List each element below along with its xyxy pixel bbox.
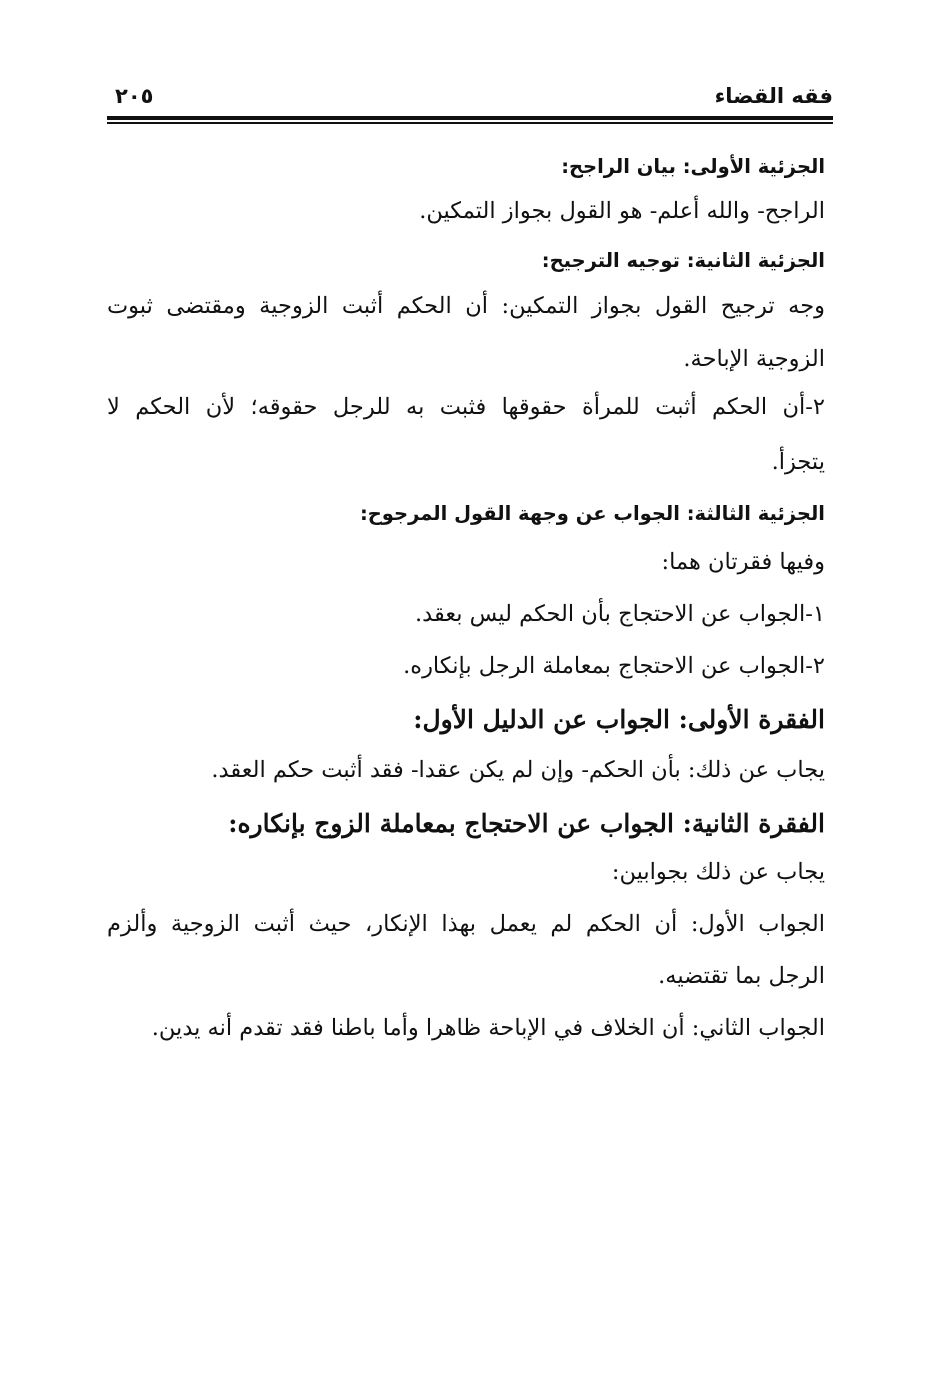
paragraph-8: الجواب الثاني: أن الخلاف في الإباحة ظاهرا وأما باطنا فقد تقدم أنه يدين. (151, 1015, 825, 1041)
paragraph-7-line-2: الرجل بما تقتضيه. (658, 963, 825, 989)
paragraph-4: وفيها فقرتان هما: (661, 549, 825, 575)
list-item-1: ١-الجواب عن الاحتجاج بأن الحكم ليس بعقد. (415, 601, 825, 627)
paragraph-2-line-1: وجه ترجيح القول بجواز التمكين: أن الحكم أثبت الزوجية ومقتضى ثبوت (107, 293, 825, 319)
section-heading-1: الجزئية الأولى: بيان الراجح: (561, 155, 825, 178)
running-header (107, 82, 833, 114)
paragraph-3-line-2: يتجزأ. (771, 449, 825, 475)
book-title: فقه القضاء (714, 84, 833, 108)
section-heading-3: الجزئية الثالثة: الجواب عن وجهة القول المرجوح: (359, 502, 825, 525)
paragraph-5: يجاب عن ذلك: بأن الحكم- وإن لم يكن عقدا- فقد أثبت حكم العقد. (211, 757, 825, 783)
paragraph-3-line-1: ٢-أن الحكم أثبت للمرأة حقوقها فثبت به للرجل حقوقه؛ لأن الحكم لا (107, 394, 825, 420)
page-number: ٢٠٥ (115, 84, 154, 108)
header-rule-thin (107, 122, 833, 124)
section-heading-2: الجزئية الثانية: توجيه الترجيح: (541, 249, 825, 272)
paragraph-7-line-1: الجواب الأول: أن الحكم لم يعمل بهذا الإنكار، حيث أثبت الزوجية وألزم (107, 911, 825, 937)
paragraph-6: يجاب عن ذلك بجوابين: (611, 859, 825, 885)
paragraph-2-line-2: الزوجية الإباحة. (683, 346, 825, 372)
header-rule-thick (107, 116, 833, 120)
subsection-heading-2: الفقرة الثانية: الجواب عن الاحتجاج بمعاملة الزوج بإنكاره: (228, 809, 825, 838)
subsection-heading-1: الفقرة الأولى: الجواب عن الدليل الأول: (413, 705, 825, 734)
page-body (107, 152, 825, 1053)
paragraph-1: الراجح- والله أعلم- هو القول بجواز التمكين. (419, 198, 825, 224)
list-item-2: ٢-الجواب عن الاحتجاج بمعاملة الرجل بإنكاره. (403, 653, 825, 679)
